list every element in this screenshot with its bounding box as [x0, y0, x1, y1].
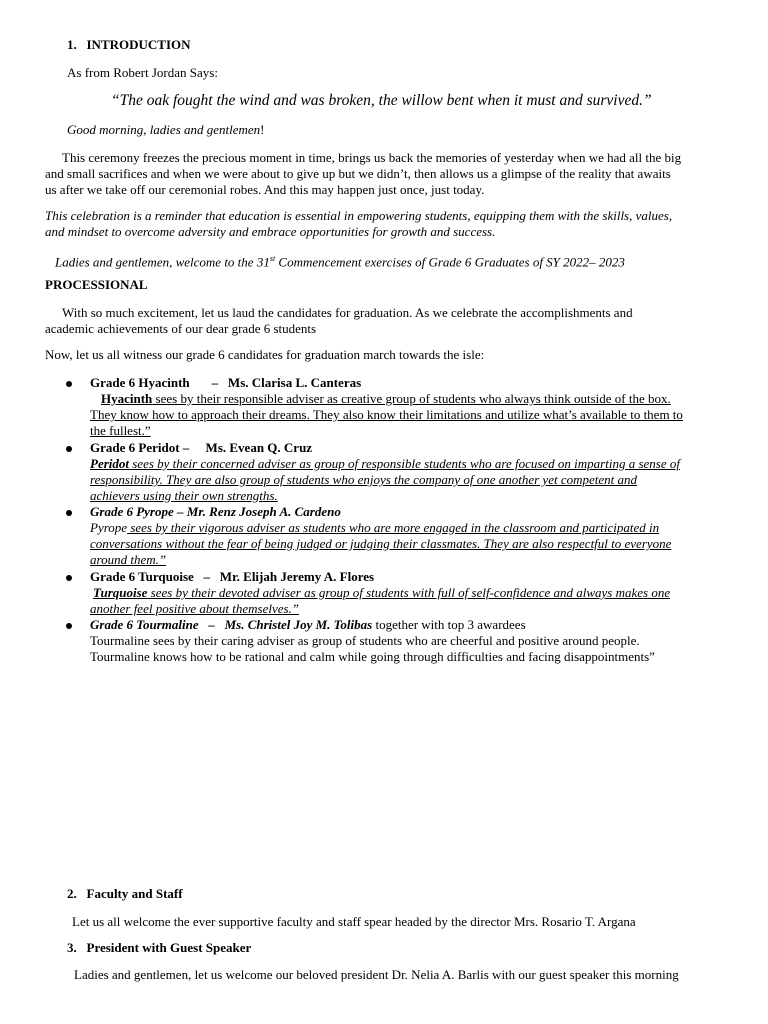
adviser-name: Ms. Evean Q. Cruz [205, 440, 313, 455]
greeting-punct: ! [260, 122, 265, 137]
section-tourmaline [90, 617, 730, 665]
section-line: around them.” [90, 552, 167, 567]
president-heading-text: President with Guest Speaker [86, 940, 252, 955]
section-line [90, 585, 730, 601]
section-description: sees by their devoted adviser as group of students with full of self-confidence and always makes one [147, 585, 671, 600]
section-peridot [90, 440, 730, 504]
welcome-text-end: Commencement exercises of Grade 6 Graduates of SY 2022– 2023 [275, 254, 625, 270]
ceremony-line: and small sacrifices and when we were about to give up but we didn’t, then allows us a glimpse of the reality that awaits [45, 166, 671, 181]
bullet-icon [66, 446, 72, 452]
section-heading [90, 569, 730, 585]
processional-paragraph [45, 305, 735, 337]
bullet-icon [66, 381, 72, 387]
section-name: Hyacinth [101, 391, 153, 406]
president-heading-number: 3. [67, 940, 77, 955]
bullet-icon [66, 575, 72, 581]
section-heading [90, 440, 730, 456]
together-text: together with top 3 awardees [372, 617, 526, 632]
section-line: They know how to approach their dreams. They also know their limitations and utilize what’s available to them to [90, 407, 683, 422]
section-name: Peridot [90, 456, 129, 471]
section-description: sees by their concerned adviser as group of responsible students who are focused on imparting a sense of [129, 456, 680, 471]
intro-heading-text: INTRODUCTION [86, 37, 191, 52]
heading-dash: – [208, 617, 215, 632]
section-hyacinth [90, 375, 730, 439]
section-line: Tourmaline knows how to be rational and calm while going through difficulties and facing disappointments” [90, 649, 655, 664]
section-heading: Grade 6 Pyrope – Mr. Renz Joseph A. Cardeno [90, 504, 341, 519]
section-pyrope [90, 504, 730, 568]
adviser-name: Ms. Christel Joy M. Tolibas [224, 617, 373, 632]
welcome-text: Ladies and gentlemen, welcome to the 31 [55, 254, 270, 270]
greeting [67, 122, 265, 138]
faculty-heading-number: 2. [67, 886, 77, 901]
section-line [90, 456, 730, 472]
faculty-heading-text: Faculty and Staff [86, 886, 183, 901]
ceremony-line: This ceremony freezes the precious moment in time, brings us back the memories of yesterday when we had all the big [62, 150, 682, 165]
grade-name: Grade 6 Tourmaline [90, 617, 199, 632]
heading-dash: – [203, 569, 211, 584]
section-description: sees by their vigorous adviser as students who are more engaged in the classroom and participated in [127, 520, 660, 535]
intro-heading [67, 37, 191, 53]
intro-heading-number: 1. [67, 37, 77, 52]
jordan-quote: “The oak fought the wind and was broken, the willow bent when it must and survived.” [111, 92, 652, 109]
celebration-line: and mindset to overcome adversity and embrace opportunities for growth and success. [45, 224, 496, 239]
section-line [90, 520, 730, 536]
greeting-text: Good morning, ladies and gentlemen [67, 122, 261, 137]
processional-line: With so much excitement, let us laud the candidates for graduation. As we celebrate the accomplishments and [62, 305, 633, 320]
adviser-name: Ms. Clarisa L. Canteras [227, 375, 362, 390]
president-heading [67, 940, 251, 956]
section-line: the fullest.” [90, 423, 151, 438]
ceremony-line: us after we take off our ceremonial robes. And this may happen just once, just today. [45, 182, 485, 197]
grade-name: Grade 6 Peridot – [90, 440, 190, 455]
section-line: Tourmaline sees by their caring adviser as group of students who are cheerful and positive around people. [90, 633, 640, 648]
heading-dash: – [211, 375, 219, 390]
section-line: responsibility. They are also group of students who enjoys the company of one another yet competent and [90, 472, 638, 487]
section-line [90, 391, 730, 407]
as-from-line: As from Robert Jordan Says: [67, 65, 218, 80]
faculty-heading [67, 886, 183, 902]
grade-name: Grade 6 Hyacinth [90, 375, 190, 390]
section-turquoise [90, 569, 730, 617]
section-line: conversations without the fear of being judged or judging their classmates. They are also respectful to everyone [90, 536, 672, 551]
celebration-paragraph [45, 208, 735, 240]
faculty-text: Let us all welcome the ever supportive faculty and staff spear headed by the director Mrs. Rosario T. Argana [72, 914, 636, 929]
bullet-icon [66, 623, 72, 629]
section-heading [90, 375, 730, 391]
processional-heading: PROCESSIONAL [45, 277, 148, 292]
celebration-line: This celebration is a reminder that education is essential in empowering students, equipping them with the skills, values, [45, 208, 673, 223]
section-line: another feel positive about themselves.” [90, 601, 300, 616]
section-line: achievers using their own strengths. [90, 488, 278, 503]
grade-name: Grade 6 Turquoise [90, 569, 194, 584]
processional-line: academic achievements of our dear grade 6 students [45, 321, 317, 336]
section-description: sees by their responsible adviser as creative group of students who always think outside of the box. [152, 391, 671, 406]
section-name: Turquoise [93, 585, 148, 600]
bullet-icon [66, 510, 72, 516]
witness-line: Now, let us all witness our grade 6 candidates for graduation march towards the isle: [45, 347, 485, 362]
welcome-superscript: st [269, 254, 276, 263]
ceremony-paragraph [45, 150, 735, 198]
president-text: Ladies and gentlemen, let us welcome our beloved president Dr. Nelia A. Barlis with our guest speaker this morning [74, 967, 679, 982]
adviser-name: Mr. Elijah Jeremy A. Flores [219, 569, 375, 584]
section-heading [90, 617, 730, 633]
section-name: Pyrope [90, 520, 128, 535]
welcome-line [55, 251, 625, 270]
